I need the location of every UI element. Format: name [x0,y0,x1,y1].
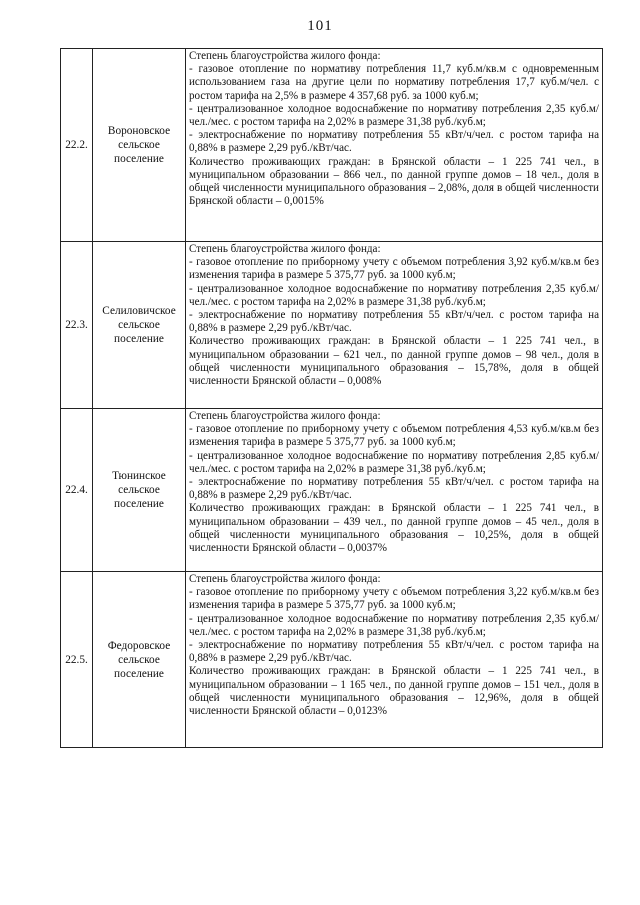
description-water: - централизованное холодное водоснабжение по нормативу потребления 2,35 куб.м/чел./мес. с ростом тарифа на 2,02% в размере 31,38 руб./куб.м; [189,102,599,129]
settlement-name-line: Тюнинское [112,470,166,482]
settlement-name-line: сельское [118,484,160,496]
settlement-name [93,242,186,409]
description-electricity: - электроснабжение по нормативу потребления 55 кВт/ч/чел. с ростом тарифа на 0,88% в размере 2,29 руб./кВт/час. [189,476,599,502]
description-gas: - газовое отопление по приборному учету с объемом потребления 3,92 куб.м/кв.м без изменения тарифа в размере 5 375,77 руб. за 1000 куб.м; [189,256,599,282]
description-gas: - газовое отопление по приборному учету с объемом потребления 4,53 куб.м/кв.м без изменения тарифа в размере 5 375,77 руб. за 1000 куб.м; [189,423,599,449]
description-gas: - газовое отопление по нормативу потребления 11,7 куб.м/кв.м с одновременным использованием газа на другие цели по нормативу потребления 17,7 куб.м/чел. с ростом тарифа на 2,5% в размере 4 357,68 руб. за 1000 куб.м; [189,63,599,102]
description-heading: Степень благоустройства жилого фонда: [189,573,381,585]
settlement-description [186,49,603,242]
description-population: Количество проживающих граждан: в Брянской области – 1 225 741 чел., в муниципальном образовании – 621 чел., по данной группе домов – 98 чел., доля в общей численности муниципального образования – 15,78%, доля в общей численности Брянской области – 0,008% [189,335,599,388]
description-population: Количество проживающих граждан: в Брянской области – 1 225 741 чел., в муниципальном образовании – 439 чел., по данной группе домов – 45 чел., доля в общей численности муниципального образования – 10,25%, доля в общей численности Брянской области – 0,0037% [189,502,599,555]
row-number: 22.3. [61,242,93,409]
settlement-description [186,242,603,409]
description-population: Количество проживающих граждан: в Брянской области – 1 225 741 чел., в муниципальном образовании – 866 чел., по данной группе домов – 18 чел., доля в общей численности муниципального образования – 2,08%, доля в общей численности Брянской области – 0,0015% [189,155,599,208]
settlement-name-line: Федоровское [107,639,171,652]
settlement-name-line: Селиловичское [102,305,176,317]
settlement-name-line: сельское [118,319,160,331]
settlement-name-line: поселение [114,667,164,680]
settlements-table [60,48,603,748]
description-electricity: - электроснабжение по нормативу потребления 55 кВт/ч/чел. с ростом тарифа на 0,88% в размере 2,29 руб./кВт/час. [189,129,599,155]
settlement-name-line: сельское [118,653,160,666]
table-row [61,409,603,572]
description-water: - централизованное холодное водоснабжение по нормативу потребления 2,35 куб.м/чел./мес. с ростом тарифа на 2,02% в размере 31,38 руб./куб.м; [189,282,599,308]
settlement-description [186,572,603,748]
settlement-name-line: Вороновское [107,125,171,137]
row-number: 22.2. [61,49,93,242]
table-row [61,242,603,409]
settlement-name-line: поселение [114,498,164,510]
settlement-name [93,409,186,572]
settlement-name-line: поселение [114,333,164,345]
description-water: - централизованное холодное водоснабжение по нормативу потребления 2,85 куб.м/чел./мес. с ростом тарифа на 2,02% в размере 31,38 руб./куб.м; [189,449,599,475]
table-row [61,49,603,242]
settlement-description [186,409,603,572]
description-gas: - газовое отопление по приборному учету с объемом потребления 3,22 куб.м/кв.м без изменения тарифа в размере 5 375,77 руб. за 1000 куб.м; [189,586,599,612]
description-population: Количество проживающих граждан: в Брянской области – 1 225 741 чел., в муниципальном образовании – 1 165 чел., по данной группе домов – 151 чел., доля в общей численности муниципального образования – 12,96%, доля в общей численности Брянской области – 0,0123% [189,665,599,718]
description-water: - централизованное холодное водоснабжение по нормативу потребления 2,35 куб.м/чел./мес. с ростом тарифа на 2,02% в размере 31,38 руб./куб.м; [189,612,599,638]
settlement-name [93,572,186,748]
description-heading: Степень благоустройства жилого фонда: [189,410,381,422]
table-row [61,572,603,748]
description-electricity: - электроснабжение по нормативу потребления 55 кВт/ч/чел. с ростом тарифа на 0,88% в размере 2,29 руб./кВт/час. [189,309,599,335]
settlement-name-line: сельское [118,139,160,151]
page-number: 101 [307,18,333,34]
row-number: 22.4. [61,409,93,572]
description-heading: Степень благоустройства жилого фонда: [189,243,381,255]
settlement-name [93,49,186,242]
description-heading: Степень благоустройства жилого фонда: [189,50,381,62]
description-electricity: - электроснабжение по нормативу потребления 55 кВт/ч/чел. с ростом тарифа на 0,88% в размере 2,29 руб./кВт/час. [189,639,599,665]
settlement-name-line: поселение [114,153,164,165]
row-number: 22.5. [61,572,93,748]
